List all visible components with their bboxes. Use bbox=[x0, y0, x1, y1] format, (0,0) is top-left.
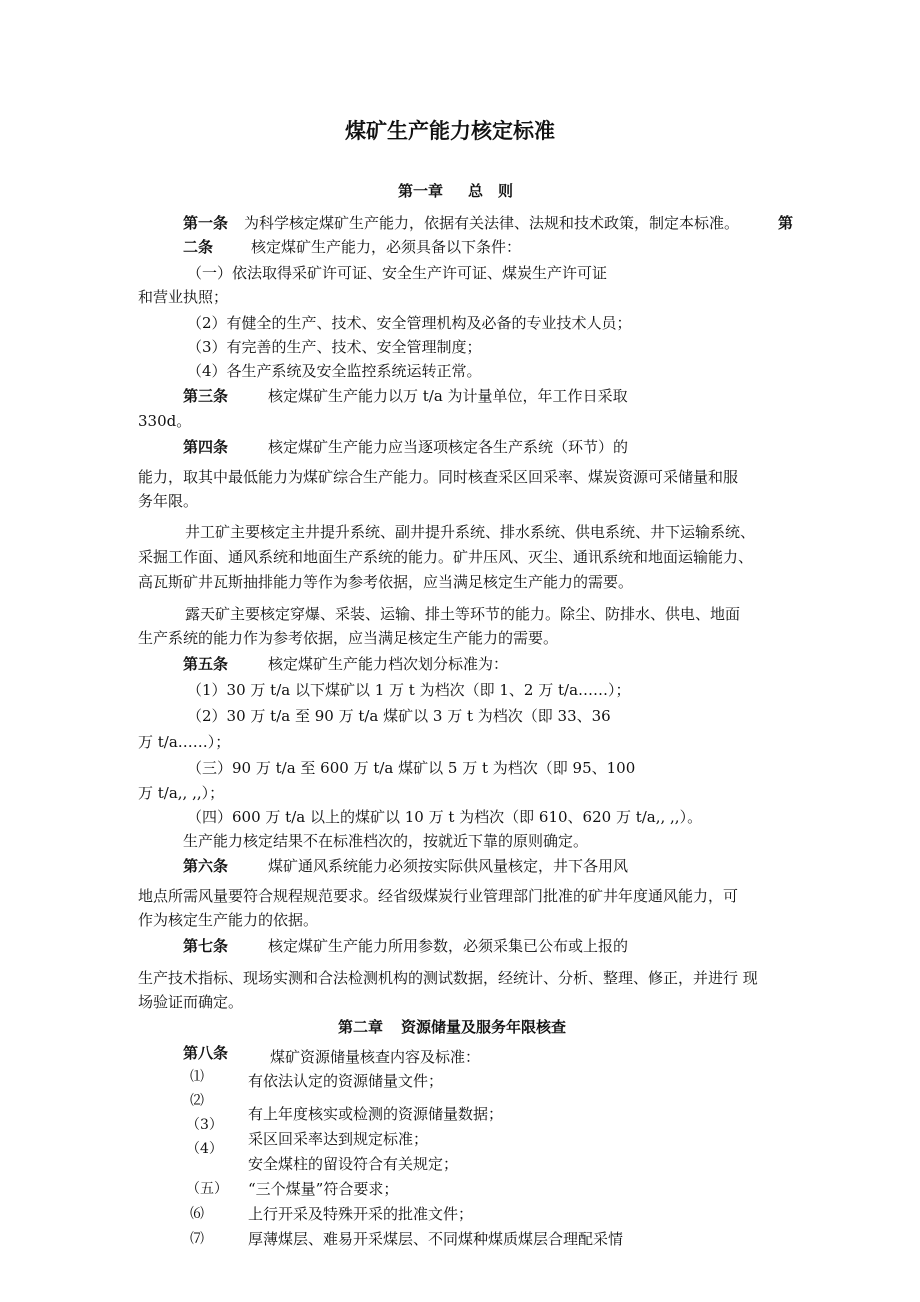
list-number: ⑹ bbox=[190, 1206, 204, 1222]
list-text: 上行开采及特殊开采的批准文件； bbox=[248, 1205, 474, 1223]
article-5-item: 万 t/a……）； bbox=[138, 733, 231, 751]
article-2-label: 二条 bbox=[183, 238, 214, 256]
article-4-cont: 务年限。 bbox=[138, 492, 199, 510]
article-2-item: 和营业执照； bbox=[138, 288, 229, 306]
chapter-1-label: 第一章 bbox=[398, 182, 444, 200]
article-2-item: （一）依法取得采矿许可证、安全生产许可证、煤炭生产许可证 bbox=[187, 264, 608, 282]
chapter-1-title: 总 则 bbox=[468, 182, 514, 200]
list-text: 采区回采率达到规定标准； bbox=[248, 1130, 429, 1148]
article-5-text: 核定煤矿生产能力档次划分标准为： bbox=[268, 655, 509, 673]
list-text: 厚薄煤层、难易开采煤层、不同煤种煤质煤层合理配采情 bbox=[248, 1230, 624, 1248]
article-5-item: 万 t/a,, ,,）； bbox=[138, 784, 225, 802]
paragraph-line: 露天矿主要核定穿爆、采装、运输、排土等环节的能力。除尘、防排水、供电、地面 bbox=[185, 605, 741, 623]
article-4-text: 核定煤矿生产能力应当逐项核定各生产系统（环节）的 bbox=[268, 438, 629, 456]
list-text: 有依法认定的资源储量文件； bbox=[248, 1072, 444, 1090]
article-8-label: 第八条 bbox=[183, 1044, 229, 1062]
article-3-cont: 330d。 bbox=[138, 412, 192, 430]
list-number: （4） bbox=[186, 1141, 223, 1157]
article-6-cont: 作为核定生产能力的依据。 bbox=[138, 911, 319, 929]
list-number: （五） bbox=[186, 1181, 228, 1197]
article-5-label: 第五条 bbox=[183, 655, 229, 673]
chapter-2-label: 第二章 bbox=[338, 1018, 384, 1036]
paragraph-line: 采掘工作面、通风系统和地面生产系统的能力。矿井压风、灭尘、通讯系统和地面运输能力、 bbox=[138, 548, 754, 566]
document-title: 煤矿生产能力核定标准 bbox=[345, 119, 555, 143]
article-3-label: 第三条 bbox=[183, 387, 229, 405]
article-2-item: （3）有完善的生产、技术、安全管理制度； bbox=[187, 338, 482, 356]
article-2-item: （4）各生产系统及安全监控系统运转正常。 bbox=[187, 362, 482, 380]
chapter-2-title: 资源储量及服务年限核查 bbox=[401, 1018, 567, 1036]
article-5-item: （四）600 万 t/a 以上的煤矿以 10 万 t 为档次（即 610、620 万 t/a,, ,,）。 bbox=[187, 808, 703, 826]
list-number: ⑵ bbox=[190, 1093, 204, 1109]
article-6-cont: 地点所需风量要符合规程规范要求。经省级煤炭行业管理部门批准的矿井年度通风能力，可 bbox=[138, 887, 739, 905]
article-1-text: 为科学核定煤矿生产能力，依据有关法律、法规和技术政策，制定本标准。 bbox=[244, 214, 740, 232]
list-text: 安全煤柱的留设符合有关规定； bbox=[248, 1155, 459, 1173]
article-6-label: 第六条 bbox=[183, 857, 229, 875]
article-4-label: 第四条 bbox=[183, 438, 229, 456]
article-4-cont: 能力，取其中最低能力为煤矿综合生产能力。同时核查采区回采率、煤炭资源可采储量和服 bbox=[138, 468, 739, 486]
article-5-item: 生产能力核定结果不在标准档次的，按就近下靠的原则确定。 bbox=[183, 832, 589, 850]
article-5-item: （三）90 万 t/a 至 600 万 t/a 煤矿以 5 万 t 为档次（即 95、100 bbox=[187, 759, 636, 777]
article-2-item: （2）有健全的生产、技术、安全管理机构及必备的专业技术人员； bbox=[187, 314, 632, 332]
article-6-text: 煤矿通风系统能力必须按实际供风量核定，井下各用风 bbox=[268, 857, 629, 875]
list-number: （3） bbox=[186, 1117, 223, 1133]
article-2-text: 核定煤矿生产能力，必须具备以下条件： bbox=[251, 238, 522, 256]
list-number: ⑴ bbox=[190, 1069, 204, 1085]
article-7-text: 核定煤矿生产能力所用参数，必须采集已公布或上报的 bbox=[268, 937, 629, 955]
paragraph-line: 高瓦斯矿井瓦斯抽排能力等作为参考依据，应当满足核定生产能力的需要。 bbox=[138, 573, 634, 591]
article-1-label: 第一条 bbox=[183, 214, 229, 232]
article-7-cont: 场验证而确定。 bbox=[138, 993, 244, 1011]
article-5-item: （1）30 万 t/a 以下煤矿以 1 万 t 为档次（即 1、2 万 t/a……）； bbox=[187, 681, 631, 699]
article-2-label-start: 第 bbox=[778, 214, 794, 232]
list-text: “三个煤量”符合要求； bbox=[248, 1180, 399, 1198]
article-8-text: 煤矿资源储量核查内容及标准： bbox=[270, 1048, 481, 1066]
article-5-item: （2）30 万 t/a 至 90 万 t/a 煤矿以 3 万 t 为档次（即 33、36 bbox=[187, 707, 611, 725]
list-text: 有上年度核实或检测的资源储量数据； bbox=[248, 1105, 504, 1123]
list-number: ⑺ bbox=[190, 1231, 204, 1247]
paragraph-line: 生产系统的能力作为参考依据，应当满足核定生产能力的需要。 bbox=[138, 629, 559, 647]
article-3-text: 核定煤矿生产能力以万 t/a 为计量单位，年工作日采取 bbox=[268, 387, 628, 405]
article-7-cont: 生产技术指标、现场实测和合法检测机构的测试数据，经统计、分析、整理、修正，并进行 现 bbox=[138, 969, 758, 987]
article-7-label: 第七条 bbox=[183, 937, 229, 955]
paragraph-line: 井工矿主要核定主井提升系统、副井提升系统、排水系统、供电系统、井下运输系统、 bbox=[185, 523, 756, 541]
